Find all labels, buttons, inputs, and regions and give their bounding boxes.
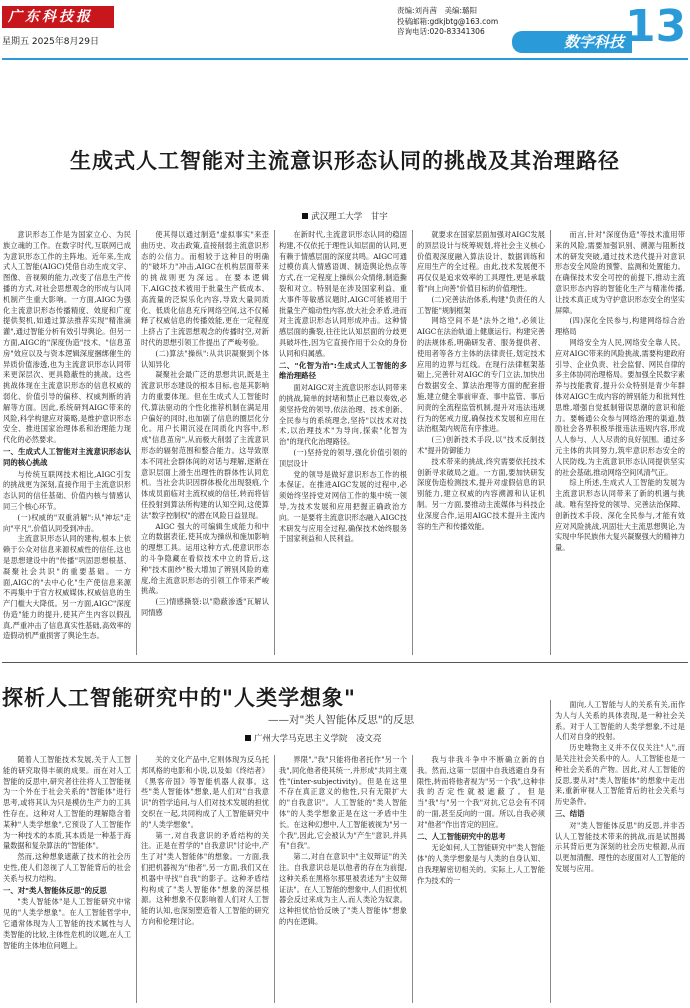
newspaper-logo: 广东科技报 — [2, 6, 114, 28]
paragraph: 而言,针对"深度伪造"等技术滥用带来的风险,需要加强识别、溯源与阻断技术的研发突破,通过技术迭代提升对意识形态安全风险的预警、监测和处置能力。在确保技术安全可控的前提下,推动主流意识形态内容的智能化生产与精准传播,让技术真正成为守护意识形态安全的坚实屏障。 — [555, 230, 685, 315]
article-2-column-1 — [3, 755, 131, 1005]
column-divider — [274, 755, 275, 1003]
article-2-byline — [245, 732, 382, 744]
article-1-column-2 — [141, 230, 269, 658]
column-divider — [412, 755, 413, 1003]
paragraph: 界限","我"只能将他者托作"另一个我",同化他者使其统一,并形成"共同主观性"(inter-subjectivity)。但是在这里不存在真正意义的他性,只有无限扩大的"自我意识"。人工智能的"类人智能体"的人类学想象正是在这一矛盾中生长。在这种幻想中,人工智能被视为"另一个我",因此,它会被认为"产生"意识,并具有"自我"。 — [279, 755, 407, 851]
paragraph: 对"类人智能体反思"的反思,并非否认人工智能技术带来的挑战,而是试图揭示其背后更为深刻的社会历史根源,从而以更加清醒、理性的态度面对人工智能的发展与应用。 — [555, 820, 685, 873]
square-bullet-icon — [302, 213, 308, 219]
paragraph: 凝聚社会最广泛的思想共识,既是主流意识形态建设的根本目标,也是其影响力的重要体现。但在生成式人工智能时代,算法驱动的个性化推荐机制在满足用户偏好的同时,也加剧了信息的圈层化分化。用户长期沉浸在同质化内容中,形成"信息茧房",从而极大削弱了主流意识形态的辐射范围和整合能力。这导致原本不同社会群体间的对话与理解,逐渐在意识层面上滑生出理性的群体性认同危机。当社会共识因群体极化出现裂痕,个体成员面临对主流权威的信任,转而将信任投射到算法所构建的认知空间,这使算法"数字控制权"的潜在风险日益显现。 — [141, 370, 269, 520]
paragraph: 无论如何,人工智能研究中"类人智能体"的人类学想象是与人类的自身认知、自我理解密切相关的。实际上,人工智能作为技术的一 — [417, 843, 545, 885]
staff-line-email: 投稿邮箱:gdkjbtg@163.com — [397, 16, 499, 26]
article-2-column-4 — [417, 755, 545, 1005]
staff-info — [397, 6, 498, 38]
column-divider — [136, 230, 137, 655]
article-separator — [2, 662, 688, 663]
paragraph: (三)情感撕裂:以"隐蔽渗透"瓦解认同情感 — [141, 597, 269, 617]
paragraph: (一)权威的"双重消解":从"神坛"走向"平凡",价值认同受到冲击。 — [3, 512, 131, 533]
column-divider — [412, 230, 413, 655]
masthead-rule — [2, 58, 688, 60]
staff-line-editor: 责编:刘肖茜 美编:璐阳 — [397, 6, 478, 15]
paragraph: 使其得以通过制造"虚拟事实"来歪曲历史、攻击政策,直接削弱主流意识形态的公信力。而相较于这种目的明确的"破坏力"冲击,AIGC在机构层面带来的挑战则更为深远。在要本逻辑下,AIGC技术被用于批量生产低成本、高流量的泛娱乐化内容,导致大量同质化、低质化信息充斥网络空间,这不仅稀释了权威信息的传播效能,更在一定程度上挤占了主流思想观念的传播时空,对新时代的思想引领工作提出了严峻考验。 — [141, 230, 269, 347]
paragraph: 综上所述,生成式人工智能的发展为主流意识形态认同带来了新的机遇与挑战。唯有坚持党的领导、完善法治保障、创新技术手段、深化全民参与,才能有效应对风险挑战,巩固壮大主流思想舆论,为实现中华民族伟大复兴凝聚强大的精神力量。 — [555, 478, 685, 553]
paragraph: 就要求在国家层面加强对AIGC发展的顶层设计与统筹规划,将社会主义核心价值观深度融入算法设计、数据训练和应用生产的全过程。由此,技术发展便不再仅仅是追求效率的工具理性,更是承载着"向上向善"价值目标的价值理性。 — [417, 230, 545, 293]
article-1-column-5 — [555, 230, 685, 658]
article-2-author: 广州大学马克思主义学院 凌文亮 — [254, 734, 382, 744]
page-number: 13 — [625, 1, 687, 52]
paragraph: 关的文化产品中,它则体现为反乌托邦风格的电影和小说,以及如《终结者》《黑客帝国》等智能机器人叙事。这些"类人智能体"想象,是人们对"自我意识"的哲学追问,与人们对技术发展的担忧交织在一起,共同构成了人工智能研究中的"人类学想象"。 — [141, 755, 269, 829]
paragraph: 网络空间不是"法外之地",必须让AIGC在法治轨道上健康运行。构建完善的法规体系,明确研发者、服务提供者、使用者等各方主体的法律责任,划定技术应用的边界与红线。在现行法律框架基础上,完善针对AIGC的专门立法,加快出台数据安全、算法治理等方面的配套措施,建立健全事前审查、事中监管、事后问责的全流程监管机制,提升对违法违规行为的惩戒力度,确保技术发展和应用在法治框架内规范有序推进。 — [417, 316, 545, 434]
section-heading: 一、生成式人工智能对主流意识形态认同的核心挑战 — [3, 446, 131, 467]
paragraph: "类人智能体"是人工智能研究中常见的"人类学想象"。在人工智能哲学中,它通常体现为人工智能的技术属性与人类智能的比较,主体性危机的议题,在人工智能的主体地位问题上。 — [3, 897, 131, 950]
article-1-column-3 — [279, 230, 407, 658]
article-1-author: 武汉理工大学 甘宇 — [311, 212, 388, 222]
paragraph: 主流意识形态认同的建构,根本上依赖于公众对信息来源权威性的信任,这也是思想建设中的"传播"巩固思想根基、凝聚社会共识"的重要基础。一方面,AIGC的"去中心化"生产使信息来源不再集中于官方权威媒体,权威信息的生产门槛大大降低。另一方面,AIGC"深度伪造"能力的提升,使其产生内容以假乱真,严重冲击了信息真实性基础,高效率的造假动机严重损害了舆论生态。 — [3, 534, 131, 641]
section-banner: 数字科技 — [512, 31, 632, 53]
issue-date: 星期五 2025年8月29日 — [2, 37, 99, 47]
column-divider — [136, 755, 137, 1003]
paragraph: AIGC 强大的可编辑生成能力和中立的数据表征,使其成为操纵和施加影响的理想工具。运用这种方式,使意识形态的斗争隐藏在看似技术中立的背后,这种"技术面纱"极大增加了辨别风险的难度,给主流意识形态的引领工作带来严峻挑战。 — [141, 521, 269, 596]
article-1-byline — [0, 210, 690, 222]
paragraph: (三)创新技术手段,以"技术反制技术"提升防御能力 — [417, 435, 545, 455]
section-heading: 一、对"类人智能体反思"的反思 — [3, 885, 107, 895]
square-bullet-icon — [245, 735, 251, 741]
article-1-column-1 — [3, 230, 131, 658]
masthead — [0, 0, 690, 60]
section-heading: 二、"化智为治":生成式人工智能的多维治理路径 — [279, 360, 407, 381]
paragraph: (二)完善法治体系,构建"负责任的人工智能"规制框架 — [417, 294, 545, 315]
section-heading: 三、结语 — [555, 808, 585, 818]
paragraph: 党的领导是做好意识形态工作的根本保证。在推进AIGC发展的过程中,必须始终坚持党对网信工作的集中统一领导,为技术发展和应用把握正确政治方向。一是要将主流意识形态融入AIGC技术研发与应用全过程,确保技术始终服务于国家利益和人民利益。 — [279, 469, 407, 544]
paragraph: 面向,人工智能与人的关系有关,而作为人与人关系的具体表现,是一种社会关系。对于人工智能的人类学想象,不过是人们对自身的投射。 — [555, 700, 685, 742]
article-1-title: 生成式人工智能对主流意识形态认同的挑战及其治理路径 — [70, 149, 620, 173]
column-divider — [550, 230, 551, 655]
article-2-column-5 — [555, 700, 685, 1005]
section-heading: 二、人工智能研究中的思考 — [417, 831, 506, 841]
paragraph: 第二,对自在意识中"主奴辩证"的关注。自我意识总是以他者的存在为前提,这种关系在黑格尔那里被表述为"主奴辩证法"。在人工智能的想象中,人们担忧机器会反过来成为主人,而人类沦为奴隶。这种担忧恰恰反映了"类人智能体"想象的内在逻辑。 — [279, 852, 407, 926]
paragraph: 面对AIGC对主流意识形态认同带来的挑战,简单的封堵和禁止已难以奏效,必须坚持党的领导,依法治理、技术创新、全民参与的系统理念,坚持"以技术对技术,以治理技术"为导向,探索"化智为治"的现代化治理路径。 — [279, 383, 407, 447]
paragraph: 网络安全为人民,网络安全靠人民。应对AIGC带来的风险挑战,需要构建政府引导、企业负责、社会监督、网民自律的多主体协同治理格局。要加强全民数字素养与技能教育,提升公众特别是青少年群体对AIGC生成内容的辨别能力和批判性思维,增强自觉抵制错误思潮的意识和能力。要畅通公众参与网络治理的渠道,鼓励社会各界积极举报违法违规内容,形成人人参与、人人尽责的良好氛围。通过多元主体的共同努力,筑牢意识形态安全的人民防线,为主流意识形态认同提供坚实的社会基础,推动网络空间风清气正。 — [555, 337, 685, 477]
paragraph: 意识形态工作是为国家立心、为民族立魂的工作。在数字时代,互联网已成为意识形态工作的主阵地。近年来,生成式人工智能(AIGC)凭借自动生成文字、图像、音视频的能力,改变了信息生产传播的方式,对社会思想观念的形成与认同机制产生重大影响。一方面,AIGC为强化主流意识形态传播精度、效度和广度提供契机,如通过算法推荐实现"精准滴灌",通过智能分析有效引导舆论。但另一方面,AIGC的"深度伪造"技术、"信息茧房"效应以及与资本逻辑深度捆绑催生的异质价值渗透,也为主流意识形态认同带来更深层次、更具隐蔽性的挑战。这些挑战体现在主流意识形态的信息权威的弱化、价值引导的偏移、权威判断的消解等方面。因此,系统研判AIGC带来的风险,科学构建应对策略,是维护意识形态安全、推进国家治理体系和治理能力现代化的必然要求。 — [3, 230, 131, 445]
paragraph: (四)深化全民参与,构建网络综合治理格局 — [555, 316, 685, 337]
paragraph: (一)坚持党的领导,强化价值引领的顶层设计 — [279, 447, 407, 468]
article-2-column-3 — [279, 755, 407, 1005]
column-divider — [274, 230, 275, 655]
article-2-column-2 — [141, 755, 269, 1005]
column-divider — [550, 700, 551, 1003]
paragraph: (二)算法"操纵":从共识凝聚到个体认知异化 — [141, 348, 269, 369]
paragraph: 历史唯物主义并不仅仅关注"人",而是关注社会关系中的人。人工智能也是一种社会关系的产物。因此,对人工智能的反思,要从对"类人智能体"的想象中走出来,重新审视人工智能背后的社会关系与历史条件。 — [555, 743, 685, 807]
paragraph: 第一,对自我意识的矛盾结构的关注。正是在哲学的"自我意识"讨论中,产生了对"类人智能体"的想象。一方面,我们把机器视为"他者",另一方面,我们又在机器中寻找"自我"的影子。这种矛盾结构构成了"类人智能体"想象的深层根源。这种想象不仅影响着人们对人工智能的认知,也深刻塑造着人工智能的研究方向和伦理讨论。 — [141, 830, 269, 926]
paragraph: 技术带来的挑战,终究需要依托技术创新寻求破局之道。一方面,要加快研发深度伪造检测技术,提升对虚假信息的识别能力,建立权威的内容溯源和认证机制。另一方面,要推动主流媒体与科技企业深度合作,运用AIGC技术提升主流内容的生产和传播效能。 — [417, 456, 545, 531]
paragraph: 与传统互联网技术相比,AIGC引发的挑战更为深刻,直接作用于主流意识形态认同的信任基础、价值内核与情感认同三个核心环节。 — [3, 469, 131, 511]
article-2-subtitle: ——对"类人智能体反思"的反思 — [268, 714, 415, 726]
paragraph: 在新时代,主流意识形态认同的稳固构建,不仅依托于理性认知层面的认同,更有赖于情感层面的深度共鸣。AIGC可通过模仿真人情感语调、制造舆论热点等方式,在一定程度上操纵公众情绪,制造撕裂和对立。特别是在涉及国家利益、重大事件等敏感议题时,AIGC可能被用于批量生产煽动性内容,放大社会矛盾,进而对主流意识形态认同形成冲击。这种情感层面的撕裂,往往比认知层面的分歧更具破坏性,因为它直接作用于公众的身份认同和归属感。 — [279, 230, 407, 358]
staff-line-phone: 咨询电话:020-83341306 — [397, 27, 485, 36]
paragraph: 我与非我斗争中不断确立新的自我。然而,这第一层面中自我逃避自身有限性,转而将他者视为"另一个我",这种非我的否定性就被遮蔽了。但是当"我"与"另一个我"对抗,它总会有不同的一面,甚至反向的一面。所以,自我必须对"他者"作出肯定的回应。 — [417, 755, 545, 829]
article-1-column-4 — [417, 230, 545, 658]
paragraph: 随着人工智能技术发展,关于人工智能的研究取得丰硕的成果。而在对人工智能的反思中,研究者往往将人工智能视为一个外在于社会关系的"智能体"进行思考,或将其认为只是模仿生产力的工具性存在。这种对人工智能的理解隐含着某种"人类学想象",它预设了人工智能作为一种技术的本质,其本质是一种基于海量数据和复杂算法的"智能体"。 — [3, 755, 131, 851]
paragraph: 然而,这种想象遮蔽了技术的社会历史性,使人们忽视了人工智能背后的社会关系与权力结构。 — [3, 852, 131, 883]
article-2-title: 探析人工智能研究中的"人类学想象" — [2, 686, 356, 710]
